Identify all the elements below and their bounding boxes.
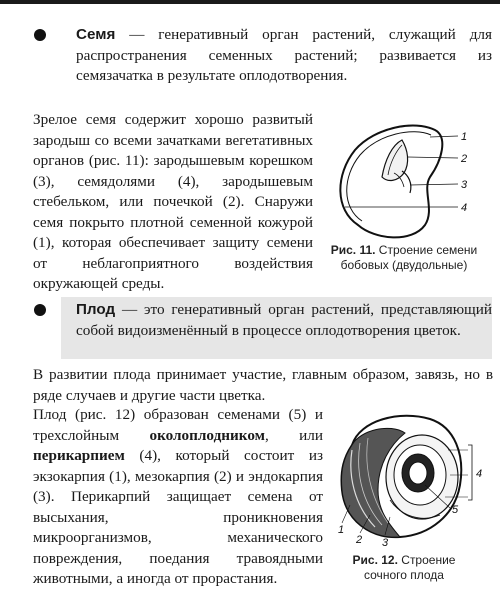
fig11-label-3: 3	[461, 179, 468, 191]
bullet-icon	[34, 304, 46, 316]
definition-seed-text	[76, 25, 492, 87]
definition-fruit	[34, 300, 492, 341]
fig12-label-4: 4	[476, 468, 483, 480]
fig12-label-3: 3	[382, 537, 389, 549]
figure12-label: Рис. 12.	[352, 553, 398, 567]
term-fruit: Плод	[76, 301, 116, 318]
figure-seed-illustration	[330, 115, 480, 250]
figure12-caption-text: Строение сочного плода	[364, 553, 456, 582]
fig11-label-1: 1	[461, 131, 468, 143]
bullet-icon	[34, 29, 46, 41]
definition-fruit-body: — это генеративный орган растений, представляющий собой видоизменённый в процессе оплодотворения цветок.	[76, 301, 492, 339]
p3-text-3: (4), который состоит из экзокарпия (1), мезокарпия (2) и эндокарпия (3). Перикарпий защищает семена от высыхания, проникновения микроорганизмов, механического повреждения, поедания травоядными животными, а иногда от прорастания.	[33, 447, 323, 587]
fig11-label-2: 2	[461, 153, 468, 165]
top-rule	[0, 0, 500, 4]
paragraph-fruit-development: В развитии плода принимает участие, главным образом, завязь, но в ряде случаев и другие части цветка.	[33, 366, 493, 404]
paragraph-fruit-structure	[33, 405, 323, 590]
figure11-caption	[330, 243, 478, 273]
term-seed: Семя	[76, 26, 116, 43]
definition-seed-body: — генеративный орган растений, служащий для распространения семенных растений; развивается из семязачатка в результате оплодотворения.	[76, 26, 492, 84]
p3-text-1: Плод (рис. 12) образован семенами (5) и трехслойным	[33, 406, 323, 444]
paragraph-seed-structure: Зрелое семя содержит хорошо развитый зародыш со всеми зачатками вегетативных органов (рис. 11): зародышевым корешком (3), семядолями (4), зародышевым стебельком, или почечкой (2). Снаружи семя покрыто плотной семенной кожурой (1), которая обеспечивает защиту семени от неблагоприятного воздействия окружающей среды.	[33, 111, 313, 292]
figure12-caption	[330, 553, 478, 583]
definition-fruit-text	[76, 300, 492, 341]
figure-fruit-illustration	[330, 405, 490, 550]
term-pericarp: перикарпием	[33, 447, 125, 464]
fig12-label-2: 2	[356, 534, 363, 546]
fig12-label-1: 1	[338, 524, 345, 536]
figure11-caption-text: Строение семени бобовых (двудольные)	[340, 243, 478, 272]
term-pericarp-ru: околоплодником	[149, 426, 265, 444]
fig11-label-4: 4	[461, 202, 468, 214]
figure11-label: Рис. 11.	[330, 243, 376, 257]
definition-seed	[34, 25, 492, 87]
fig12-label-5: 5	[452, 504, 459, 516]
p3-text-2: , или	[264, 426, 323, 444]
